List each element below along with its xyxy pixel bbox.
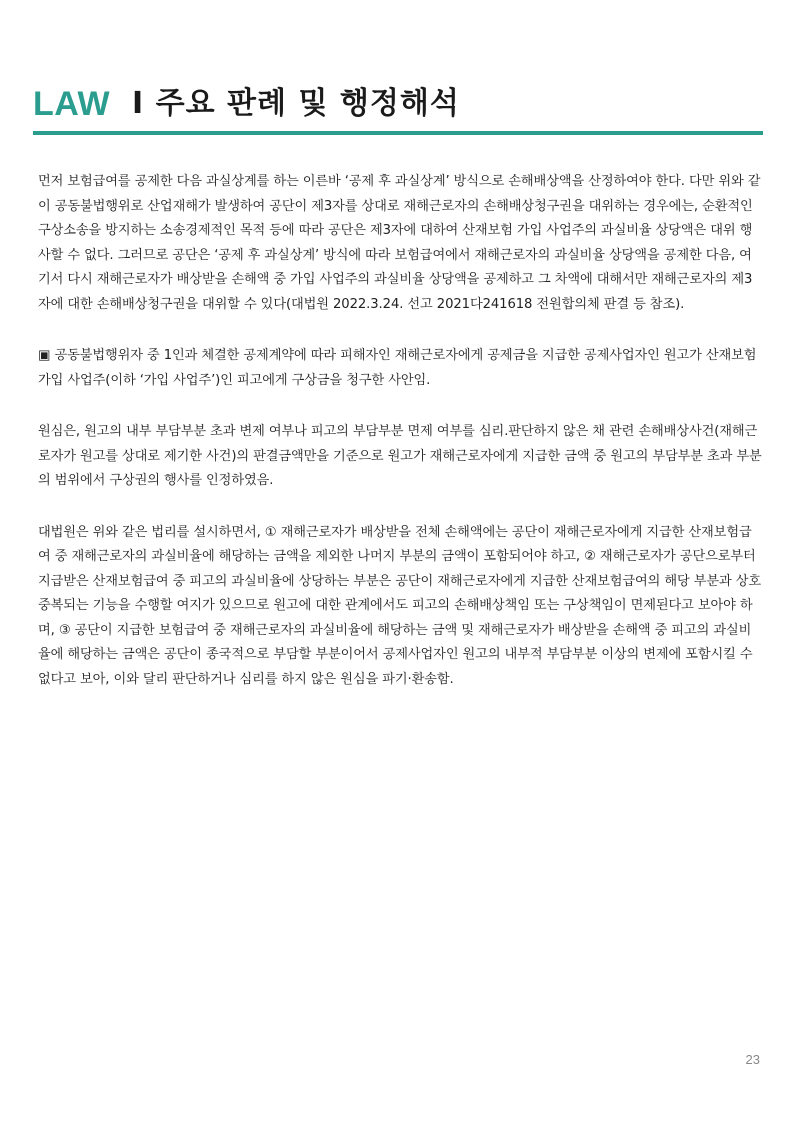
document-body xyxy=(38,170,763,719)
page-title: I 주요 판례 및 행정해석 xyxy=(132,86,460,121)
header-divider xyxy=(33,131,763,135)
paragraph-supreme-court: 대법원은 위와 같은 법리를 설시하면서, ① 재해근로자가 배상받을 전체 손해액에는 공단이 재해근로자에게 지급한 산재보험급여 중 재해근로자의 과실비율에 해당하는 금액을 제외한 나머지 부분의 금액이 포함되어야 하고, ② 재해근로자가 공단으로부터 지급받은 산재보험급여 중 피고의 과실비율에 상당하는 부분은 공단이 재해근로자에게 지급한 산재보험급여의 해당 부분과 상호 중복되는 기능을 수행할 여지가 있으므로 원고에 대한 관계에서도 피고의 손해배상책임 또는 구상책임이 면제된다고 보아야 하며, ③ 공단이 지급한 보험급여 중 재해근로자의 과실비율에 해당하는 금액 및 재해근로자가 배상받을 손해액 중 피고의 과실비율에 해당하는 금액은 공단이 종국적으로 부담할 부분이어서 공제사업자인 원고의 내부적 부담부분 이상의 변제에 포함시킬 수 없다고 보아, 이와 달리 판단하거나 심리를 하지 않은 원심을 파기·환송함. xyxy=(38,524,762,687)
paragraph-case-summary: ▣ 공동불법행위자 중 1인과 체결한 공제계약에 따라 피해자인 재해근로자에게 공제금을 지급한 공제사업자인 원고가 산재보험 가입 사업주(이하 ‘가입 사업주’)인 피고에게 구상금을 청구한 사안임. xyxy=(38,348,757,388)
paragraph-legal-principle: 먼저 보험급여를 공제한 다음 과실상계를 하는 이른바 ‘공제 후 과실상계’ 방식으로 손해배상액을 산정하여야 한다. 다만 위와 같이 공동불법행위로 산업재해가 발생하여 공단이 제3자를 상대로 재해근로자의 손해배상청구권을 대위하는 경우에는, 순환적인 구상소송을 방지하는 소송경제적인 목적 등에 따라 공단은 제3자에 대하여 산재보험 가입 사업주의 과실비율 상당액은 대위 행사할 수 없다. 그러므로 공단은 ‘공제 후 과실상계’ 방식에 따라 보험급여에서 재해근로자의 과실비율 상당액을 공제한 다음, 여기서 다시 재해근로자가 배상받을 손해액 중 가입 사업주의 과실비율 상당액을 공제하고 그 차액에 대해서만 재해근로자의 제3자에 대한 손해배상청구권을 대위할 수 있다(대법원 2022.3.24. 선고 2021다241618 전원합의체 판결 등 참조). xyxy=(38,174,761,312)
section-label: LAW xyxy=(33,85,111,123)
paragraph-lower-court: 원심은, 원고의 내부 부담부분 초과 변제 여부나 피고의 부담부분 면제 여부를 심리.판단하지 않은 채 관련 손해배상사건(재해근로자가 원고를 상대로 제기한 사건)의 판결금액만을 기준으로 원고가 재해근로자에게 지급한 금액 중 원고의 부담부분 초과 부분의 범위에서 구상권의 행사를 인정하였음. xyxy=(38,424,762,488)
page-number: 23 xyxy=(745,1052,760,1067)
page-header xyxy=(33,82,763,126)
